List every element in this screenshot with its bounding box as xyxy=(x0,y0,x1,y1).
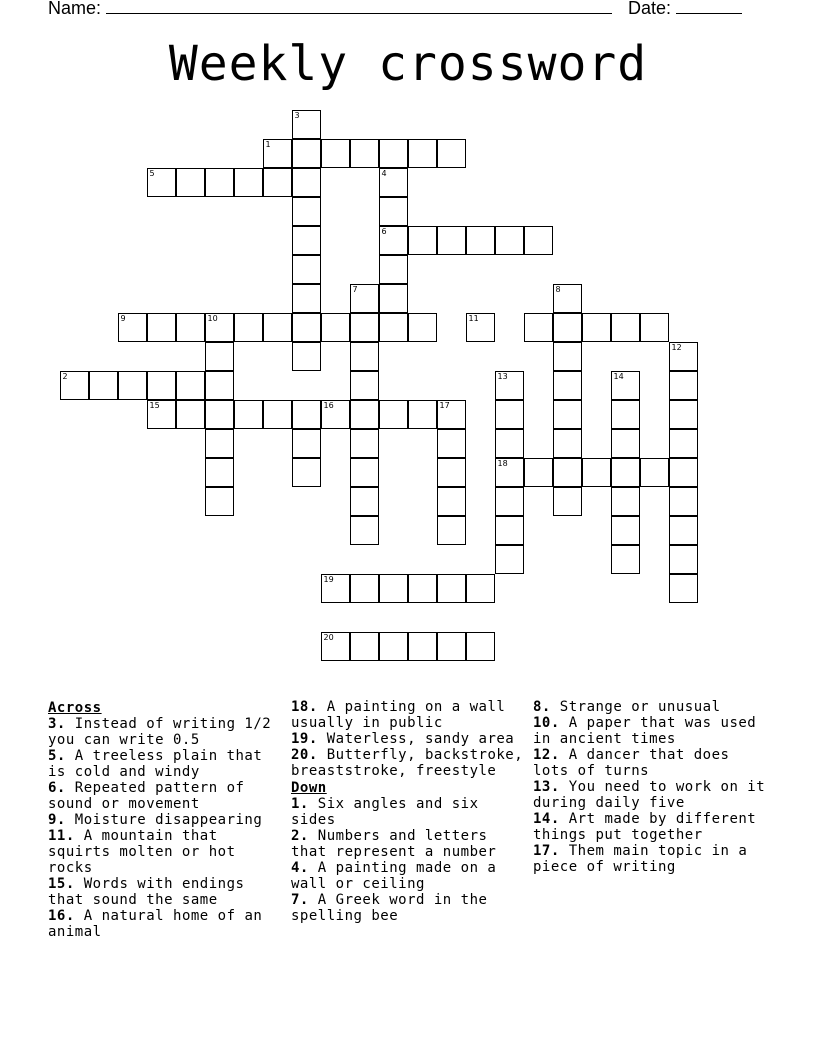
clue-item xyxy=(291,860,531,892)
grid-cell[interactable] xyxy=(524,313,553,342)
grid-cell[interactable] xyxy=(669,429,698,458)
clue-item xyxy=(48,876,283,908)
grid-cell[interactable] xyxy=(437,458,466,487)
clue-item-number: 7. xyxy=(291,892,309,908)
grid-cell[interactable] xyxy=(553,400,582,429)
clue-item xyxy=(291,731,531,747)
grid-cell[interactable] xyxy=(408,313,437,342)
grid-cell[interactable] xyxy=(205,371,234,400)
grid-cell[interactable] xyxy=(669,574,698,603)
clue-item xyxy=(533,699,773,715)
name-label: Name: xyxy=(48,0,102,18)
grid-cell[interactable] xyxy=(669,400,698,429)
clue-item xyxy=(48,908,283,940)
grid-cell[interactable] xyxy=(669,545,698,574)
grid-cell[interactable] xyxy=(263,168,292,197)
grid-cell[interactable] xyxy=(234,313,263,342)
clue-item-number: 5. xyxy=(48,748,66,764)
grid-cell[interactable] xyxy=(321,400,350,429)
clue-number: 5 xyxy=(149,169,155,178)
grid-cell[interactable] xyxy=(350,400,379,429)
grid-cell[interactable] xyxy=(669,487,698,516)
clue-item-number: 9. xyxy=(48,812,66,828)
grid-cell[interactable] xyxy=(350,574,379,603)
grid-cell[interactable] xyxy=(118,371,147,400)
clue-number: 17 xyxy=(439,401,450,410)
clue-number: 16 xyxy=(323,401,334,410)
grid-cell[interactable] xyxy=(350,284,379,313)
clue-item-text: Instead of writing 1/2 you can write 0.5 xyxy=(48,716,272,748)
clue-number: 12 xyxy=(671,343,682,352)
grid-cell[interactable] xyxy=(408,400,437,429)
grid-cell[interactable] xyxy=(176,400,205,429)
grid-cell[interactable] xyxy=(553,429,582,458)
grid-cell[interactable] xyxy=(205,400,234,429)
grid-cell[interactable] xyxy=(147,371,176,400)
clue-item-number: 10. xyxy=(533,715,560,731)
grid-cell[interactable] xyxy=(263,313,292,342)
grid-cell[interactable] xyxy=(292,342,321,371)
clue-item-number: 14. xyxy=(533,811,560,827)
grid-cell[interactable] xyxy=(379,226,408,255)
clue-number: 14 xyxy=(613,372,624,381)
grid-cell[interactable] xyxy=(234,400,263,429)
clue-column-2 xyxy=(291,699,531,924)
grid-cell[interactable] xyxy=(147,313,176,342)
grid-cell[interactable] xyxy=(466,574,495,603)
grid-cell[interactable] xyxy=(89,371,118,400)
grid-cell[interactable] xyxy=(437,139,466,168)
grid-cell[interactable] xyxy=(611,371,640,400)
clue-item-number: 11. xyxy=(48,828,75,844)
clue-item-number: 12. xyxy=(533,747,560,763)
clue-column-3 xyxy=(533,699,773,875)
clue-number: 15 xyxy=(149,401,160,410)
clue-item xyxy=(48,812,283,828)
grid-cell[interactable] xyxy=(379,632,408,661)
grid-cell[interactable] xyxy=(437,632,466,661)
clue-item xyxy=(48,748,283,780)
grid-cell[interactable] xyxy=(495,487,524,516)
grid-cell[interactable] xyxy=(466,226,495,255)
grid-cell[interactable] xyxy=(205,487,234,516)
grid-cell[interactable] xyxy=(379,400,408,429)
grid-cell[interactable] xyxy=(321,574,350,603)
clue-item-text: Butterfly, backstroke, breaststroke, freestyle xyxy=(291,747,524,779)
grid-cell[interactable] xyxy=(118,313,147,342)
grid-cell[interactable] xyxy=(553,371,582,400)
grid-cell[interactable] xyxy=(350,516,379,545)
grid-cell[interactable] xyxy=(292,110,321,139)
clue-item-text: A dancer that does lots of turns xyxy=(533,747,730,779)
grid-cell[interactable] xyxy=(437,516,466,545)
grid-cell[interactable] xyxy=(205,429,234,458)
grid-cell[interactable] xyxy=(611,313,640,342)
clue-item-number: 4. xyxy=(291,860,309,876)
clue-column-1 xyxy=(48,699,283,940)
grid-cell[interactable] xyxy=(205,313,234,342)
grid-cell[interactable] xyxy=(379,255,408,284)
clue-item-text: A painting made on a wall or ceiling xyxy=(291,860,497,892)
clue-item-number: 13. xyxy=(533,779,560,795)
grid-cell[interactable] xyxy=(495,371,524,400)
clue-item-text: Words with endings that sound the same xyxy=(48,876,245,908)
clue-item-text: Six angles and six sides xyxy=(291,796,479,828)
grid-cell[interactable] xyxy=(379,574,408,603)
grid-cell[interactable] xyxy=(466,313,495,342)
grid-cell[interactable] xyxy=(524,226,553,255)
clue-item xyxy=(533,779,773,811)
grid-cell[interactable] xyxy=(582,458,611,487)
clue-item xyxy=(291,796,531,828)
grid-cell[interactable] xyxy=(292,168,321,197)
grid-cell[interactable] xyxy=(524,458,553,487)
grid-cell[interactable] xyxy=(292,429,321,458)
grid-cell[interactable] xyxy=(176,313,205,342)
clue-item xyxy=(291,828,531,860)
grid-cell[interactable] xyxy=(292,226,321,255)
grid-cell[interactable] xyxy=(292,284,321,313)
grid-cell[interactable] xyxy=(350,371,379,400)
grid-cell[interactable] xyxy=(292,400,321,429)
grid-cell[interactable] xyxy=(437,226,466,255)
clue-number: 11 xyxy=(468,314,479,323)
grid-cell[interactable] xyxy=(437,400,466,429)
grid-cell[interactable] xyxy=(669,516,698,545)
clue-item xyxy=(48,828,283,876)
grid-cell[interactable] xyxy=(379,284,408,313)
grid-cell[interactable] xyxy=(611,429,640,458)
grid-cell[interactable] xyxy=(437,429,466,458)
grid-cell[interactable] xyxy=(350,342,379,371)
grid-cell[interactable] xyxy=(553,458,582,487)
grid-cell[interactable] xyxy=(669,371,698,400)
clue-item xyxy=(291,747,531,779)
clue-number: 18 xyxy=(497,459,508,468)
grid-cell[interactable] xyxy=(437,574,466,603)
grid-cell[interactable] xyxy=(379,168,408,197)
grid-cell[interactable] xyxy=(437,487,466,516)
grid-cell[interactable] xyxy=(205,458,234,487)
clue-item-number: 1. xyxy=(291,796,309,812)
clue-number: 4 xyxy=(381,169,387,178)
grid-cell[interactable] xyxy=(321,313,350,342)
grid-cell[interactable] xyxy=(495,545,524,574)
grid-cell[interactable] xyxy=(611,487,640,516)
clue-number: 2 xyxy=(62,372,68,381)
clue-item-text: You need to work on it during daily five xyxy=(533,779,766,811)
clue-item-number: 17. xyxy=(533,843,560,859)
clue-item-number: 3. xyxy=(48,716,66,732)
grid-cell[interactable] xyxy=(321,139,350,168)
clue-item-number: 15. xyxy=(48,876,75,892)
clue-number: 6 xyxy=(381,227,387,236)
grid-cell[interactable] xyxy=(350,313,379,342)
grid-cell[interactable] xyxy=(495,458,524,487)
grid-cell[interactable] xyxy=(611,400,640,429)
grid-cell[interactable] xyxy=(611,545,640,574)
clue-item-text: Repeated pattern of sound or movement xyxy=(48,780,245,812)
grid-cell[interactable] xyxy=(321,632,350,661)
grid-cell[interactable] xyxy=(176,168,205,197)
grid-cell[interactable] xyxy=(292,139,321,168)
grid-cell[interactable] xyxy=(495,516,524,545)
grid-cell[interactable] xyxy=(408,632,437,661)
grid-cell[interactable] xyxy=(640,313,669,342)
clue-number: 7 xyxy=(352,285,358,294)
clue-item-text: Numbers and letters that represent a number xyxy=(291,828,497,860)
grid-cell[interactable] xyxy=(611,458,640,487)
clue-item-text: Them main topic in a piece of writing xyxy=(533,843,748,875)
grid-cell[interactable] xyxy=(263,400,292,429)
down-heading: Down xyxy=(291,780,327,796)
clue-item xyxy=(533,715,773,747)
clue-item xyxy=(291,699,531,731)
grid-cell[interactable] xyxy=(234,168,263,197)
grid-cell[interactable] xyxy=(553,487,582,516)
clue-number: 20 xyxy=(323,633,334,642)
grid-cell[interactable] xyxy=(205,168,234,197)
grid-cell[interactable] xyxy=(147,168,176,197)
grid-cell[interactable] xyxy=(669,342,698,371)
grid-cell[interactable] xyxy=(553,313,582,342)
page-title: Weekly crossword xyxy=(168,36,648,92)
clue-item-number: 6. xyxy=(48,780,66,796)
grid-cell[interactable] xyxy=(495,429,524,458)
grid-cell[interactable] xyxy=(292,458,321,487)
clue-number: 9 xyxy=(120,314,126,323)
grid-cell[interactable] xyxy=(350,458,379,487)
clue-item-text: Moisture disappearing xyxy=(65,812,263,828)
clue-item xyxy=(533,843,773,875)
clue-item-number: 19. xyxy=(291,731,318,747)
clue-item xyxy=(533,811,773,843)
clue-item-number: 16. xyxy=(48,908,75,924)
clue-number: 19 xyxy=(323,575,334,584)
clue-item-text: A painting on a wall usually in public xyxy=(291,699,506,731)
grid-cell[interactable] xyxy=(350,487,379,516)
clue-item-number: 18. xyxy=(291,699,318,715)
grid-cell[interactable] xyxy=(640,458,669,487)
grid-cell[interactable] xyxy=(408,574,437,603)
clue-item-text: A Greek word in the spelling bee xyxy=(291,892,488,924)
clue-number: 3 xyxy=(294,111,300,120)
grid-cell[interactable] xyxy=(350,429,379,458)
grid-cell[interactable] xyxy=(263,139,292,168)
clue-item xyxy=(291,892,531,924)
grid-cell[interactable] xyxy=(495,400,524,429)
grid-cell[interactable] xyxy=(669,458,698,487)
clue-item xyxy=(48,716,283,748)
clue-number: 10 xyxy=(207,314,218,323)
grid-cell[interactable] xyxy=(379,139,408,168)
clue-item xyxy=(533,747,773,779)
grid-cell[interactable] xyxy=(379,313,408,342)
clue-item-text: A paper that was used in ancient times xyxy=(533,715,757,747)
grid-cell[interactable] xyxy=(495,226,524,255)
grid-cell[interactable] xyxy=(60,371,89,400)
grid-cell[interactable] xyxy=(408,139,437,168)
clue-item-number: 20. xyxy=(291,747,318,763)
clue-item-text: Art made by different things put together xyxy=(533,811,757,843)
grid-cell[interactable] xyxy=(466,632,495,661)
grid-cell[interactable] xyxy=(292,255,321,284)
clue-item-text: A mountain that squirts molten or hot rocks xyxy=(48,828,236,876)
clue-item-text: Waterless, sandy area xyxy=(317,731,515,747)
across-heading: Across xyxy=(48,700,102,716)
clue-item xyxy=(48,780,283,812)
clue-item-text: Strange or unusual xyxy=(550,699,721,715)
clue-item-number: 8. xyxy=(533,699,551,715)
date-label: Date: xyxy=(628,0,672,18)
grid-cell[interactable] xyxy=(408,226,437,255)
grid-cell[interactable] xyxy=(176,371,205,400)
grid-cell[interactable] xyxy=(553,342,582,371)
clue-number: 1 xyxy=(265,140,271,149)
grid-cell[interactable] xyxy=(611,516,640,545)
grid-cell[interactable] xyxy=(292,313,321,342)
grid-cell[interactable] xyxy=(147,400,176,429)
grid-cell[interactable] xyxy=(582,313,611,342)
clue-number: 13 xyxy=(497,372,508,381)
grid-cell[interactable] xyxy=(379,197,408,226)
grid-cell[interactable] xyxy=(205,342,234,371)
clue-item-text: A natural home of an animal xyxy=(48,908,263,940)
clue-item-number: 2. xyxy=(291,828,309,844)
grid-cell[interactable] xyxy=(292,197,321,226)
clue-number: 8 xyxy=(555,285,561,294)
clue-item-text: A treeless plain that is cold and windy xyxy=(48,748,263,780)
grid-cell[interactable] xyxy=(350,139,379,168)
grid-cell[interactable] xyxy=(553,284,582,313)
grid-cell[interactable] xyxy=(350,632,379,661)
